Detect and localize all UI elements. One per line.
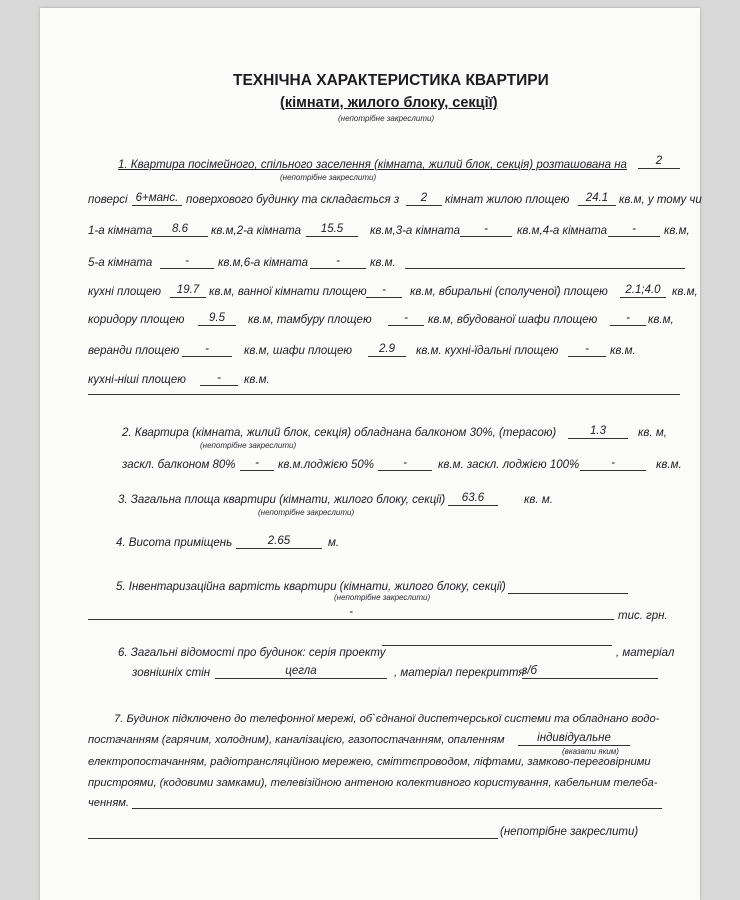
room4-value: - <box>608 223 660 237</box>
s2-note: (непотрібне закреслити) <box>200 441 297 450</box>
loggia-value: - <box>378 457 432 471</box>
balcony-end: кв. м, <box>638 427 667 439</box>
s2-lead: 2. Квартира (кімната, жилий блок, секція) обладнана балконом 30%, (терасою) <box>122 427 557 439</box>
s5-end: тис. грн. <box>618 610 668 622</box>
room6-label: кв.м,6-а кімната <box>218 257 308 269</box>
shafy-label: кв.м, шафи площею <box>244 345 353 357</box>
closet-value: - <box>610 312 646 326</box>
s7-line4: пристроями, (кодовими замками), телевізійною антеною колективного користування, кабельним телеба- <box>88 777 658 789</box>
s6-material-label: , матеріал <box>616 647 675 659</box>
s7-line2: постачанням (гарячим, холодним), каналізацією, газопостачанням, опаленням <box>88 734 505 746</box>
wc-value: 2.1;4.0 <box>620 284 666 298</box>
height-value: 2.65 <box>236 535 322 549</box>
room6-trailing-line <box>405 268 685 269</box>
corridor-label: коридору площею <box>88 314 185 326</box>
bath-value: - <box>366 284 402 298</box>
s2-l2a: заскл. балконом 80% <box>122 459 236 471</box>
niche-value: - <box>200 372 238 386</box>
glazed-loggia-value: - <box>580 457 646 471</box>
s2-l2b: кв.м.лоджією 50% <box>278 459 374 471</box>
s5-lead: 5. Інвентаризаційна вартість квартири (кімнати, жилого блоку, секції) <box>116 581 506 593</box>
kitchen-dining-label: кв.м. кухні-їдальні площею <box>416 345 559 357</box>
s1-closing-line <box>88 394 680 395</box>
s7-footer-blank <box>88 838 498 839</box>
room5-value: - <box>160 255 214 269</box>
closet-end: кв.м, <box>648 314 674 326</box>
veranda-label: веранди площею <box>88 345 180 357</box>
s5-trailing-line <box>508 593 628 594</box>
s2-l2d: кв.м. <box>656 459 682 471</box>
glazed-balcony-value: - <box>240 457 274 471</box>
s3-end: кв. м. <box>524 494 553 506</box>
s1-l2d: кв.м, у тому чи <box>619 194 702 206</box>
kitchen-value: 19.7 <box>170 284 206 298</box>
s2-l2c: кв.м. заскл. лоджією 100% <box>438 459 580 471</box>
niche-end: кв.м. <box>244 374 270 386</box>
room4-label: кв.м,4-а кімната <box>517 225 607 237</box>
s4-end: м. <box>328 537 340 549</box>
niche-label: кухні-ніші площею <box>88 374 186 386</box>
s7-line3: електропостачанням, радіотрансляційною мережею, сміттєпроводом, ліфтами, замково-переговірними <box>88 756 651 768</box>
living-area-value: 24.1 <box>578 192 616 206</box>
closet-label: кв.м, вбудованої шафи площею <box>428 314 598 326</box>
walls-value: цегла <box>215 665 387 679</box>
tambur-label: кв.м, тамбуру площею <box>248 314 372 326</box>
rooms-value: 2 <box>406 192 442 206</box>
series-value <box>382 645 612 646</box>
s1-l2b: поверхового будинку та складається з <box>186 194 400 206</box>
room3-value: - <box>460 223 512 237</box>
s7-line5-blank <box>132 808 662 809</box>
kitchen-dining-end: кв.м. <box>610 345 636 357</box>
total-area-value: 63.6 <box>448 492 498 506</box>
s1-l2a: поверсі <box>88 194 128 206</box>
room3-label: кв.м,3-а кімната <box>370 225 460 237</box>
document-page <box>40 8 700 900</box>
s1-note: (непотрібне закреслити) <box>280 173 377 182</box>
title-note: (непотрібне закреслити) <box>338 114 435 123</box>
heating-value: індивідуальне <box>518 732 630 746</box>
veranda-value: - <box>182 343 232 357</box>
heating-note: (вказати яким) <box>562 747 619 756</box>
overlap-label: , матеріал перекриття <box>394 667 525 679</box>
room6-value: - <box>310 255 366 269</box>
corridor-value: 9.5 <box>198 312 236 326</box>
s7-line5: ченням. <box>88 797 130 809</box>
wc-end: кв.м, <box>672 286 698 298</box>
room6-end: кв.м. <box>370 257 396 269</box>
kitchen-label: кухні площею <box>88 286 162 298</box>
shafy-value: 2.9 <box>368 343 406 357</box>
s3-lead: 3. Загальна площа квартири (кімнати, жилого блоку, секції) <box>118 494 446 506</box>
room2-label: кв.м,2-а кімната <box>211 225 301 237</box>
s1-lead: 1. Квартира посімейного, спільного заселення (кімната, жилий блок, секція) розташована на <box>118 159 627 171</box>
s7-footer-note: (непотрібне закреслити) <box>500 826 639 838</box>
s5-note: (непотрібне закреслити) <box>334 593 431 602</box>
kitchen-dining-value: - <box>568 343 606 357</box>
s1-l2c: кімнат жилою площею <box>445 194 570 206</box>
room1-label: 1-а кімната <box>88 225 153 237</box>
floor-value: 2 <box>638 155 680 169</box>
document-subtitle: (кімнати, жилого блоку, секції) <box>280 95 498 111</box>
room4-end: кв.м, <box>664 225 690 237</box>
s4-lead: 4. Висота приміщень <box>116 537 233 549</box>
s6-lead: 6. Загальні відомості про будинок: серія проекту <box>118 647 386 659</box>
inventory-value: - <box>88 606 614 620</box>
wc-label: кв.м, вбиральні (сполученої) площею <box>410 286 608 298</box>
s7-line1: 7. Будинок підключено до телефонної мережі, об`єднаної диспетчерської системи та обладнано водо- <box>114 713 660 725</box>
room5-label: 5-а кімната <box>88 257 153 269</box>
overlap-value: з/б <box>522 665 658 679</box>
walls-label: зовнішніх стін <box>132 667 211 679</box>
balcony-value: 1.3 <box>568 425 628 439</box>
document-title: ТЕХНІЧНА ХАРАКТЕРИСТИКА КВАРТИРИ <box>233 72 549 89</box>
floors-total-value: 6+манс. <box>132 192 182 206</box>
room1-value: 8.6 <box>152 223 208 237</box>
s3-note: (непотрібне закреслити) <box>258 508 355 517</box>
bath-label: кв.м, ванної кімнати площею <box>209 286 367 298</box>
tambur-value: - <box>388 312 424 326</box>
room2-value: 15.5 <box>306 223 358 237</box>
